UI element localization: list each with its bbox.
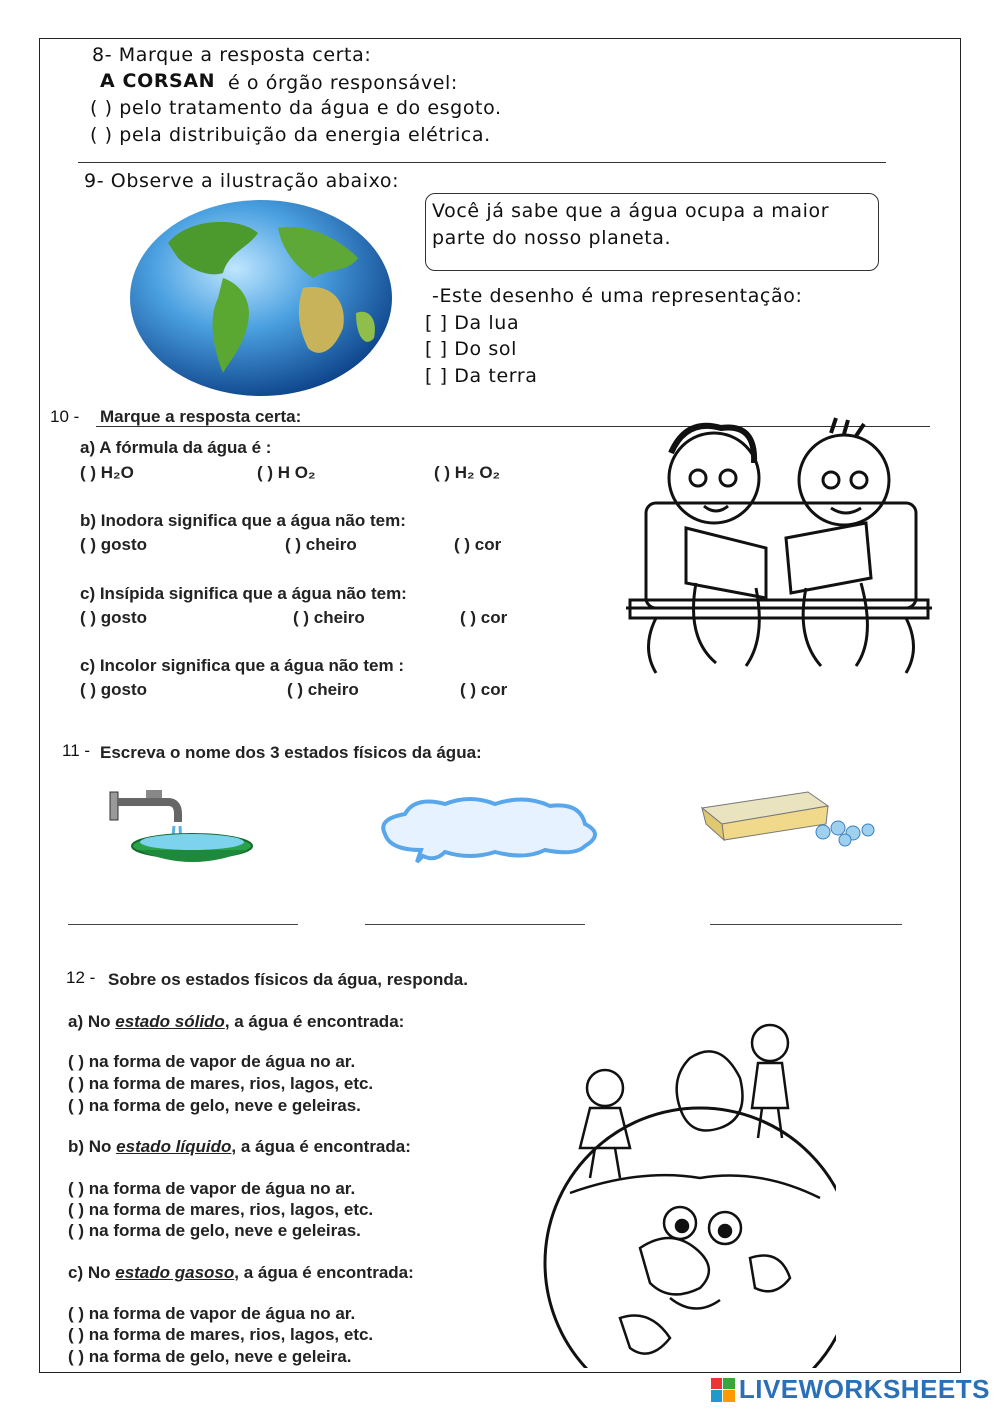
- q12b-label: b) No estado líquido, a água é encontrada:: [68, 1137, 411, 1156]
- q12-title: Sobre os estados físicos da água, responda.: [108, 970, 468, 989]
- q10-title: Marque a resposta certa:: [100, 407, 302, 426]
- q12a-option-3[interactable]: ( ) na forma de gelo, neve e geleiras.: [68, 1096, 361, 1115]
- q8-option-1[interactable]: ( ) pelo tratamento da água e do esgoto.: [90, 97, 502, 119]
- q10c-option-1[interactable]: ( ) gosto: [80, 608, 148, 627]
- q12c-option-2[interactable]: ( ) na forma de mares, rios, lagos, etc.: [68, 1325, 374, 1344]
- q10b-option-2[interactable]: ( ) cheiro: [285, 535, 357, 554]
- note-line-2: parte do nosso planeta.: [432, 227, 672, 249]
- brand-name: LIVEWORKSHEETS: [738, 1374, 990, 1404]
- q10d-label: c) Incolor significa que a água não tem :: [80, 656, 405, 675]
- answer-blank-1[interactable]: [68, 924, 298, 925]
- q10d-option-3[interactable]: ( ) cor: [460, 680, 508, 699]
- q12b-option-2[interactable]: ( ) na forma de mares, rios, lagos, etc.: [68, 1200, 374, 1219]
- q10-number: 10 -: [50, 407, 80, 426]
- q10a-label: a) A fórmula da água é :: [80, 438, 272, 457]
- faucet-basin-icon: [108, 784, 276, 866]
- q10b-option-3[interactable]: ( ) cor: [454, 535, 502, 554]
- q10a-option-2[interactable]: ( ) H O₂: [257, 463, 316, 482]
- q8-option-2[interactable]: ( ) pela distribuição da energia elétrica.: [90, 124, 491, 146]
- ice-tray-icon: [698, 788, 888, 848]
- q10a-option-3[interactable]: ( ) H₂ O₂: [434, 463, 501, 482]
- q10c-option-3[interactable]: ( ) cor: [460, 608, 508, 627]
- q8-org: A CORSAN: [100, 70, 216, 92]
- q9-option-3[interactable]: [ ] Da terra: [425, 365, 538, 387]
- cloud-icon: [375, 794, 607, 864]
- kids-reading-illustration: [626, 408, 934, 684]
- q12a-option-2[interactable]: ( ) na forma de mares, rios, lagos, etc.: [68, 1074, 374, 1093]
- q10a-option-1[interactable]: ( ) H₂O: [80, 463, 134, 482]
- q9-option-1[interactable]: [ ] Da lua: [425, 312, 520, 334]
- q10b-label: b) Inodora significa que a água não tem:: [80, 511, 406, 530]
- globe-illustration: [128, 198, 394, 398]
- q9-title: 9- Observe a ilustração abaixo:: [84, 170, 400, 192]
- q10d-option-2[interactable]: ( ) cheiro: [287, 680, 359, 699]
- q12-number: 12 -: [66, 968, 96, 987]
- q10c-label: c) Insípida significa que a água não tem:: [80, 584, 407, 603]
- q10c-option-2[interactable]: ( ) cheiro: [293, 608, 365, 627]
- logo-mark-icon: [711, 1378, 735, 1402]
- q11-title: Escreva o nome dos 3 estados físicos da água:: [100, 743, 482, 762]
- q11-number: 11 -: [62, 741, 91, 760]
- q8-title: 8- Marque a resposta certa:: [92, 44, 372, 66]
- liveworksheets-logo: [711, 1374, 990, 1405]
- q9-option-2[interactable]: [ ] Do sol: [425, 338, 518, 360]
- q9-question: -Este desenho é uma representação:: [432, 285, 803, 307]
- earth-kids-illustration: [520, 1018, 836, 1368]
- q10b-option-1[interactable]: ( ) gosto: [80, 535, 148, 554]
- q12a-option-1[interactable]: ( ) na forma de vapor de água no ar.: [68, 1052, 356, 1071]
- q10d-option-1[interactable]: ( ) gosto: [80, 680, 148, 699]
- note-line-1: Você já sabe que a água ocupa a maior: [432, 200, 830, 222]
- answer-blank-2[interactable]: [365, 924, 585, 925]
- q12c-label: c) No estado gasoso, a água é encontrada:: [68, 1263, 414, 1282]
- q12a-label: a) No estado sólido, a água é encontrada:: [68, 1012, 405, 1031]
- q12b-option-3[interactable]: ( ) na forma de gelo, neve e geleiras.: [68, 1221, 361, 1240]
- q12c-option-3[interactable]: ( ) na forma de gelo, neve e geleira.: [68, 1347, 352, 1366]
- divider: [78, 162, 886, 163]
- q12b-option-1[interactable]: ( ) na forma de vapor de água no ar.: [68, 1179, 356, 1198]
- q8-stem: é o órgão responsável:: [228, 72, 458, 94]
- q12c-option-1[interactable]: ( ) na forma de vapor de água no ar.: [68, 1304, 356, 1323]
- answer-blank-3[interactable]: [710, 924, 902, 925]
